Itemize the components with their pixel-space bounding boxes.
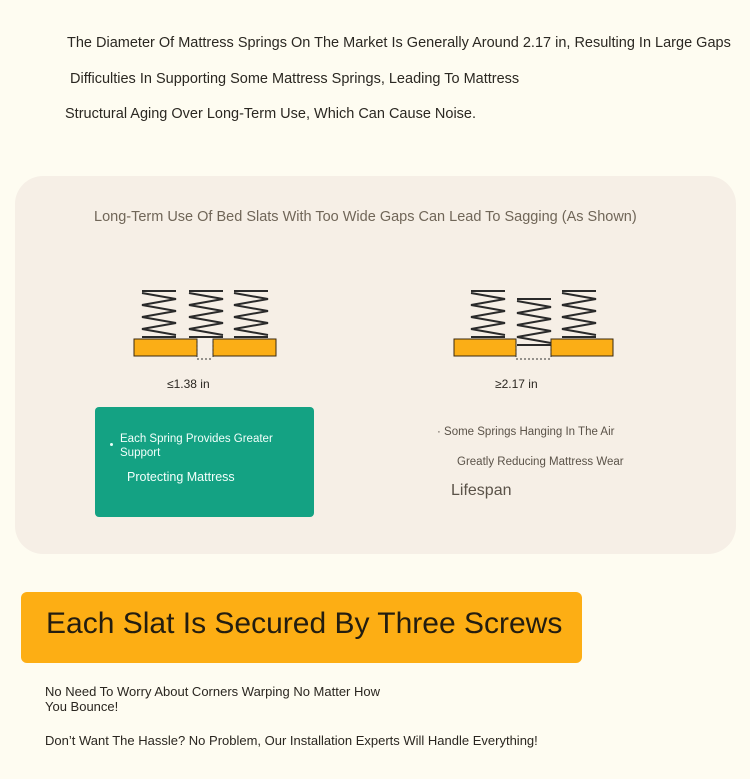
support-card-line-1: Each Spring Provides Greater Support xyxy=(120,433,273,459)
slat-icon xyxy=(551,339,613,356)
drawback-line-3: Lifespan xyxy=(451,482,512,499)
intro-line-3: Structural Aging Over Long-Term Use, Which Can Cause Noise. xyxy=(65,106,477,122)
narrow-gap-illustration xyxy=(125,285,290,365)
drawback-line-2: Greatly Reducing Mattress Wear xyxy=(457,456,624,468)
spring-icon xyxy=(471,291,505,337)
screws-banner-text: Each Slat Is Secured By Three Screws xyxy=(46,607,563,640)
spring-icon xyxy=(189,291,223,337)
slat-icon xyxy=(213,339,276,356)
spring-icon xyxy=(234,291,268,337)
support-card-line-2: Protecting Mattress xyxy=(127,470,235,484)
wide-gap-caption: ≥2.17 in xyxy=(495,377,538,391)
spring-icon xyxy=(562,291,596,337)
footer-line-2: Don’t Want The Hassle? No Problem, Our Installation Experts Will Handle Everything! xyxy=(45,733,538,748)
slat-icon xyxy=(454,339,516,356)
drawback-line-1: · Some Springs Hanging In The Air xyxy=(437,426,615,438)
footer-line-1: No Need To Worry About Corners Warping No Matter How You Bounce! xyxy=(45,684,381,714)
support-card xyxy=(95,407,314,517)
spring-icon xyxy=(142,291,176,337)
comparison-title: Long-Term Use Of Bed Slats With Too Wide Gaps Can Lead To Sagging (As Shown) xyxy=(94,209,637,225)
intro-line-2: Difficulties In Supporting Some Mattress Springs, Leading To Mattress xyxy=(70,71,520,87)
intro-line-1: The Diameter Of Mattress Springs On The Market Is Generally Around 2.17 in, Resulting In Large Gaps xyxy=(67,35,731,51)
slat-icon xyxy=(134,339,197,356)
bullet-dot-icon xyxy=(110,443,113,446)
spring-icon xyxy=(517,299,551,345)
wide-gap-illustration xyxy=(445,285,625,365)
narrow-gap-caption: ≤1.38 in xyxy=(167,377,210,391)
